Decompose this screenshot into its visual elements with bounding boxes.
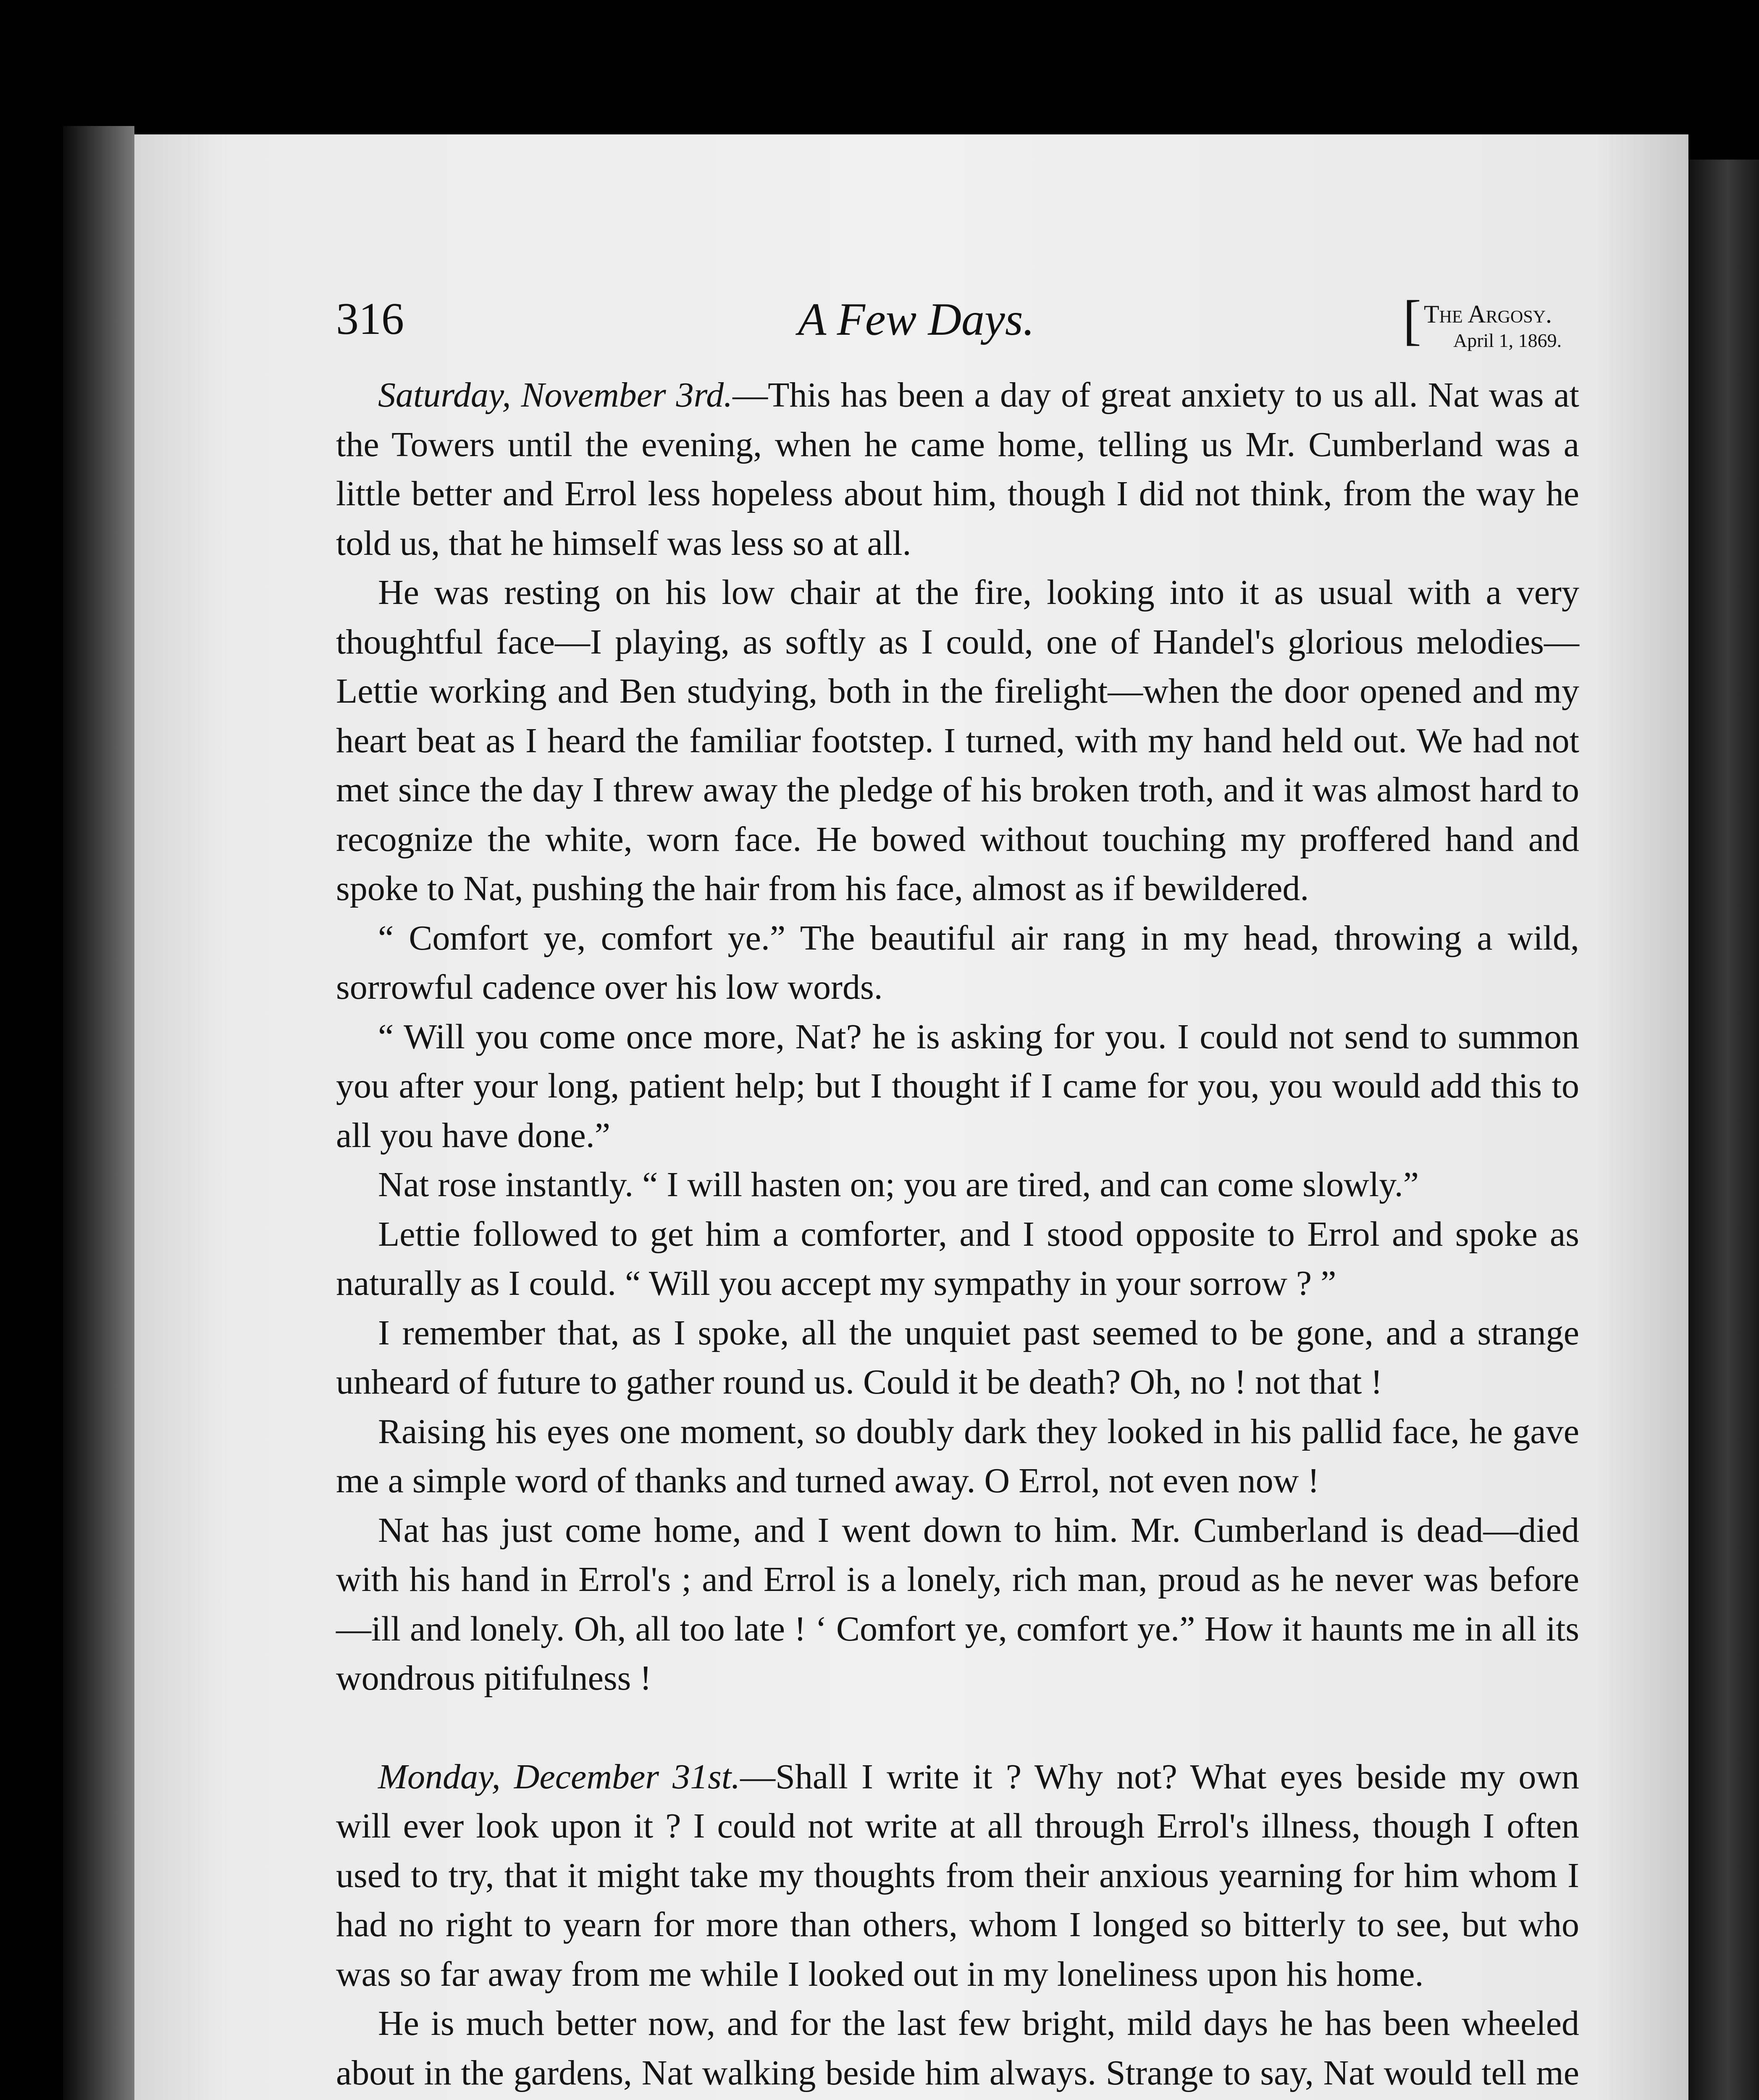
entry-date-2: Monday, December 31st.	[378, 1757, 740, 1796]
paragraph-4: “ Will you come once more, Nat? he is asking for you. I could not send to summon you after your long, patient help; but I thought if I came for you, you would add this to all you have done.”	[336, 1017, 1579, 1155]
paragraph-11: He is much better now, and for the last few bright, mild days he has been wheeled about in the gardens, Nat walking beside him always. Strange to say, Nat would tell me	[336, 2004, 1579, 2092]
paragraph-7: I remember that, as I spoke, all the unquiet past seemed to be gone, and a strange unheard of future to gather round us. Could it be death? Oh, no ! not that !	[336, 1313, 1579, 1402]
running-title: A Few Days.	[798, 294, 1035, 345]
paragraph-2: He was resting on his low chair at the fire, looking into it as usual with a very thoughtful face—I playing, as softly as I could, one of Handel's glorious melodies—Lettie working and Ben studying, both in the firelight—when the door opened and my heart beat as I heard the familiar footstep. I turned, with my hand held out. We had not met since the day I threw away the pledge of his broken troth, and it was almost hard to recognize the white, worn face. He bowed without touching my proffered hand and spoke to Nat, pushing the hair from his face, almost as if bewildered.	[336, 573, 1579, 908]
journal-name: The Argosy.	[1424, 300, 1552, 328]
journal-date: April 1, 1869.	[1453, 330, 1562, 351]
paragraph-9: Nat has just come home, and I went down to him. Mr. Cumberland is dead—died with his hand in Errol's ; and Errol is a lonely, rich man, proud as he never was before—ill and lonely. Oh, all too late ! ‘ Comfort ye, comfort ye.” How it haunts me in all its wondrous pitifulness !	[336, 1510, 1579, 1698]
paragraph-3: “ Comfort ye, comfort ye.” The beautiful air rang in my head, throwing a wild, sorrowful cadence over his low words.	[336, 918, 1579, 1007]
page-edge-shadow	[1688, 160, 1759, 2100]
paragraph-1	[336, 370, 1579, 568]
paragraph-10-text: —Shall I write it ? Why not? What eyes beside my own will ever look upon it ? I could not write at all through Errol's illness, though I often used to try, that it might take my thoughts from their anxious yearning for him whom I had no right to yearn for more than others, whom I longed so bitterly to see, but who was so far away from me while I looked out in my loneliness upon his home.	[336, 1757, 1580, 1994]
journal-bracket: [	[1403, 289, 1421, 351]
book-spine-shadow	[63, 126, 134, 2100]
page-number: 316	[336, 294, 404, 344]
paragraph-1-text: —This has been a day of great anxiety to us all. Nat was at the Towers until the evening, when he came home, telling us Mr. Cumberland was a little better and Errol less hopeless about him, though I did not think, from the way he told us, that he himself was less so at all.	[336, 375, 1580, 563]
entry-separator	[336, 1703, 1579, 1752]
paragraph-8: Raising his eyes one moment, so doubly dark they looked in his pallid face, he gave me a simple word of thanks and turned away. O Errol, not even now !	[336, 1412, 1579, 1500]
entry-date-1: Saturday, November 3rd.	[378, 375, 733, 415]
body-text	[336, 370, 1579, 2100]
page-header	[336, 289, 1562, 361]
paragraph-5: Nat rose instantly. “ I will hasten on; you are tired, and can come slowly.”	[378, 1165, 1419, 1204]
paragraph-6: Lettie followed to get him a comforter, and I stood opposite to Errol and spoke as naturally as I could. “ Will you accept my sympathy in your sorrow ? ”	[336, 1214, 1579, 1303]
paragraph-10	[336, 1752, 1579, 1999]
